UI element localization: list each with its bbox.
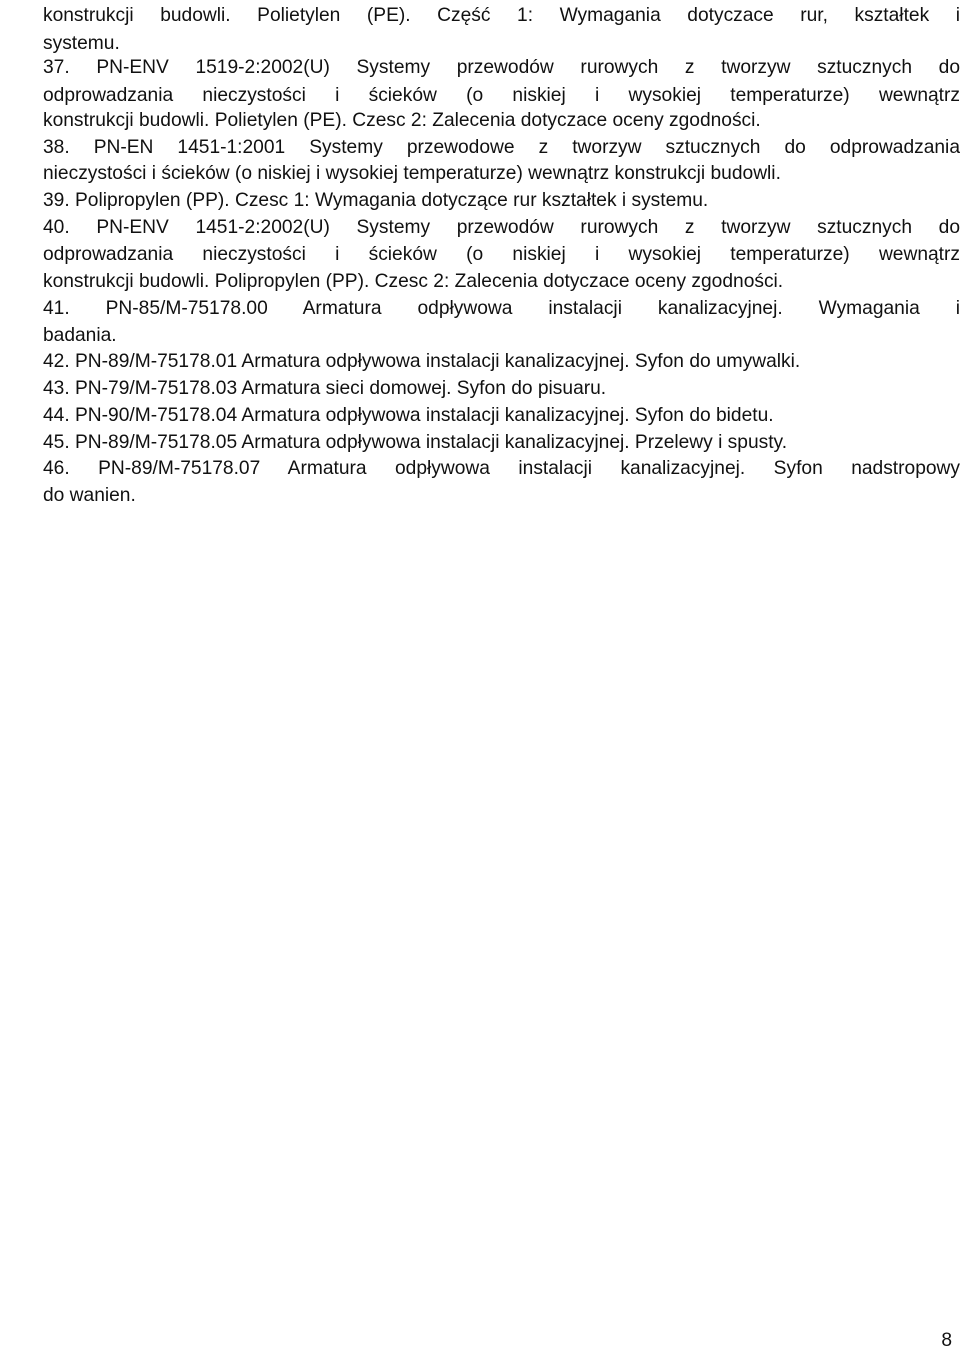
list-item-37-line-1: 37. PN-ENV 1519-2:2002(U) Systemy przewodów rurowych z tworzyw sztucznych do [43, 57, 960, 78]
list-item-41-line-2: badania. [43, 325, 117, 346]
list-item-45: 45. PN-89/M-75178.05 Armatura odpływowa instalacji kanalizacyjnej. Przelewy i spusty. [43, 432, 788, 453]
list-item-37-line-3: konstrukcji budowli. Polietylen (PE). Czesc 2: Zalecenia dotyczace oceny zgodności. [43, 110, 761, 131]
list-item-40-line-3: konstrukcji budowli. Polipropylen (PP). Czesc 2: Zalecenia dotyczace oceny zgodności. [43, 271, 784, 292]
list-item-38-line-1: 38. PN-EN 1451-1:2001 Systemy przewodowe z tworzyw sztucznych do odprowadzania [43, 137, 960, 158]
list-item-38-line-2: nieczystości i ścieków (o niskiej i wysokiej temperaturze) wewnątrz konstrukcji budowli. [43, 163, 781, 184]
list-item-37-line-2: odprowadzania nieczystości i ścieków (o niskiej i wysokiej temperaturze) wewnątrz [43, 85, 960, 106]
list-item-39: 39. Polipropylen (PP). Czesc 1: Wymagania dotyczące rur kształtek i systemu. [43, 190, 709, 211]
list-item-40-line-2: odprowadzania nieczystości i ścieków (o niskiej i wysokiej temperaturze) wewnątrz [43, 244, 960, 265]
list-item-44: 44. PN-90/M-75178.04 Armatura odpływowa instalacji kanalizacyjnej. Syfon do bidetu. [43, 405, 774, 426]
list-item-46-line-1: 46. PN-89/M-75178.07 Armatura odpływowa instalacji kanalizacyjnej. Syfon nadstropowy [43, 458, 960, 479]
list-item-41-line-1: 41. PN-85/M-75178.00 Armatura odpływowa instalacji kanalizacyjnej. Wymagania i [43, 298, 960, 319]
text-line: systemu. [43, 33, 120, 54]
text-line: konstrukcji budowli. Polietylen (PE). Część 1: Wymagania dotyczace rur, kształtek i [43, 5, 960, 26]
list-item-43: 43. PN-79/M-75178.03 Armatura sieci domowej. Syfon do pisuaru. [43, 378, 607, 399]
page-number: 8 [941, 1330, 952, 1351]
list-item-46-line-2: do wanien. [43, 485, 136, 506]
list-item-42: 42. PN-89/M-75178.01 Armatura odpływowa instalacji kanalizacyjnej. Syfon do umywalki. [43, 351, 801, 372]
list-item-40-line-1: 40. PN-ENV 1451-2:2002(U) Systemy przewodów rurowych z tworzyw sztucznych do [43, 217, 960, 238]
